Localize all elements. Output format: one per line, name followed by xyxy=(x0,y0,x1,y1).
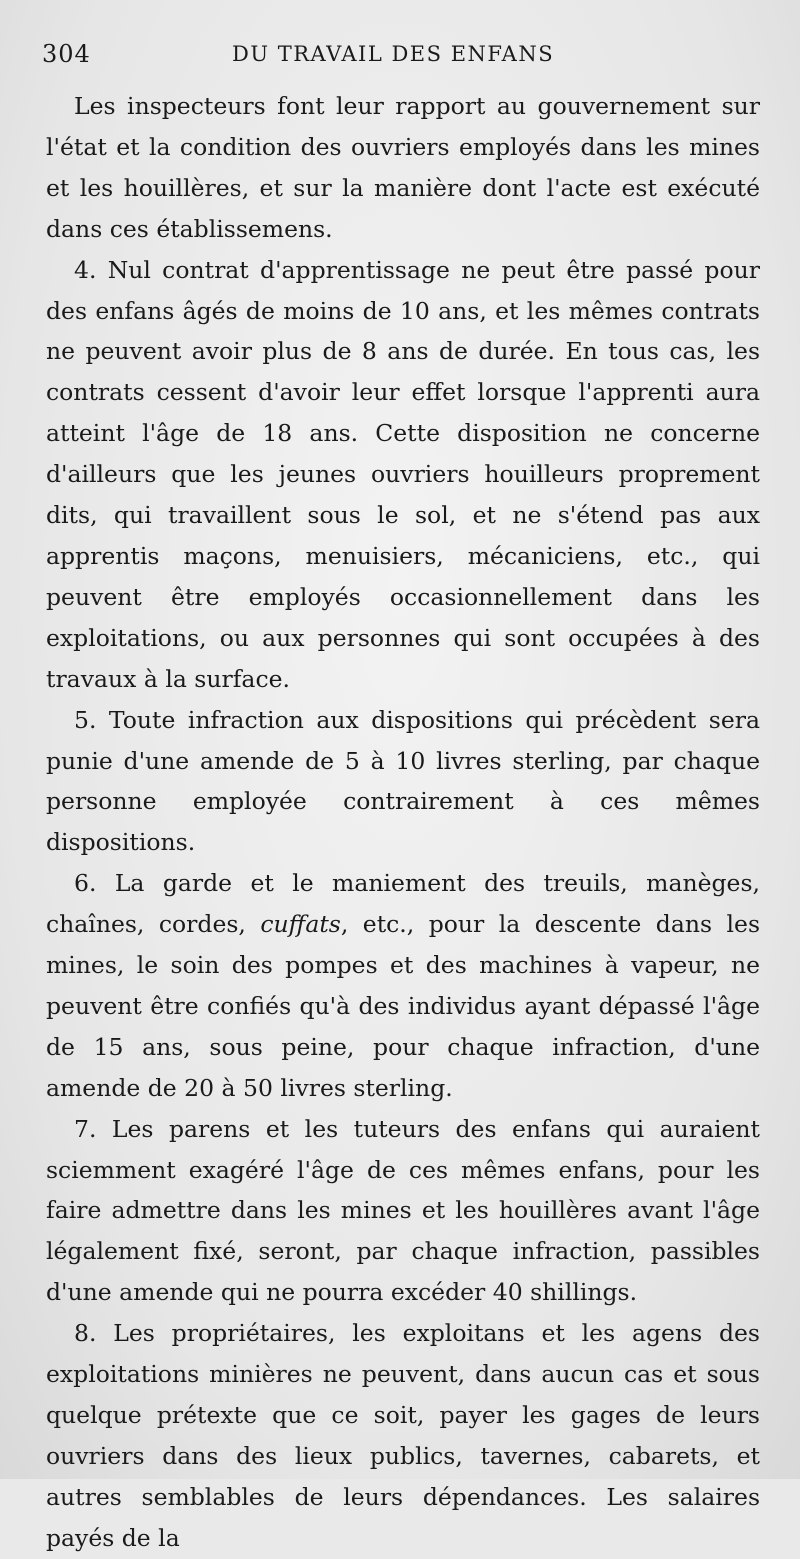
running-head: DU TRAVAIL DES ENFANS xyxy=(232,42,555,66)
paragraph-inspecteurs: Les inspecteurs font leur rapport au gouvernement sur l'état et la condition des ouvriers employés dans les mines et les houillères, et sur la manière dont l'acte est exécuté dans ces établissemens. xyxy=(46,92,760,243)
article-6-italic-term: cuffats xyxy=(260,910,341,939)
paragraph-article-8: 8. Les propriétaires, les exploitans et les agens des exploitations minières ne peuvent, dans aucun cas et sous quelque prétexte que ce soit, payer les gages de leurs ouvriers dans des lieux publics, tavernes, cabarets, et autres semblables de leurs dépendances. Les salaires payés de la xyxy=(46,1319,760,1552)
page-header xyxy=(42,40,758,76)
paragraph-article-5: 5. Toute infraction aux dispositions qui précèdent sera punie d'une amende de 5 à 10 livres sterling, par chaque personne employée contrairement à ces mêmes dispositions. xyxy=(46,705,760,857)
paragraph-article-7: 7. Les parens et les tuteurs des enfans qui auraient sciemment exagéré l'âge de ces mêmes enfans, pour les faire admettre dans les mines et les houillères avant l'âge légalement fixé, seront, par chaque infraction, passibles d'une amende qui ne pourra excéder 40 shillings. xyxy=(46,1114,760,1307)
paragraph-article-4: 4. Nul contrat d'apprentissage ne peut être passé pour des enfans âgés de moins de 10 ans, et les mêmes contrats ne peuvent avoir plus de 8 ans de durée. En tous cas, les contrats cessent d'avoir leur effet lorsque l'apprenti aura atteint l'âge de 18 ans. Cette disposition ne concerne d'ailleurs que les jeunes ouvriers houilleurs proprement dits, qui travaillent sous le sol, et ne s'étend pas aux apprentis maçons, menuisiers, mécaniciens, etc., qui peuvent être employés occasionnellement dans les exploitations, ou aux personnes qui sont occupées à des travaux à la surface. xyxy=(46,255,760,693)
paragraph-article-6 xyxy=(46,863,760,1108)
article-6-text-before: 6. La garde et le maniement des treuils, manèges, chaînes, cordes, xyxy=(46,869,760,939)
body-text xyxy=(46,86,760,1559)
article-6-text-after: , etc., pour la descente dans les mines, le soin des pompes et des machines à vapeur, ne peuvent être confiés qu'à des individus ayant dépassé l'âge de 15 ans, sous peine, pour chaque infraction, d'une amende de 20 à 50 livres sterling. xyxy=(46,910,761,1102)
page-number: 304 xyxy=(42,40,91,68)
